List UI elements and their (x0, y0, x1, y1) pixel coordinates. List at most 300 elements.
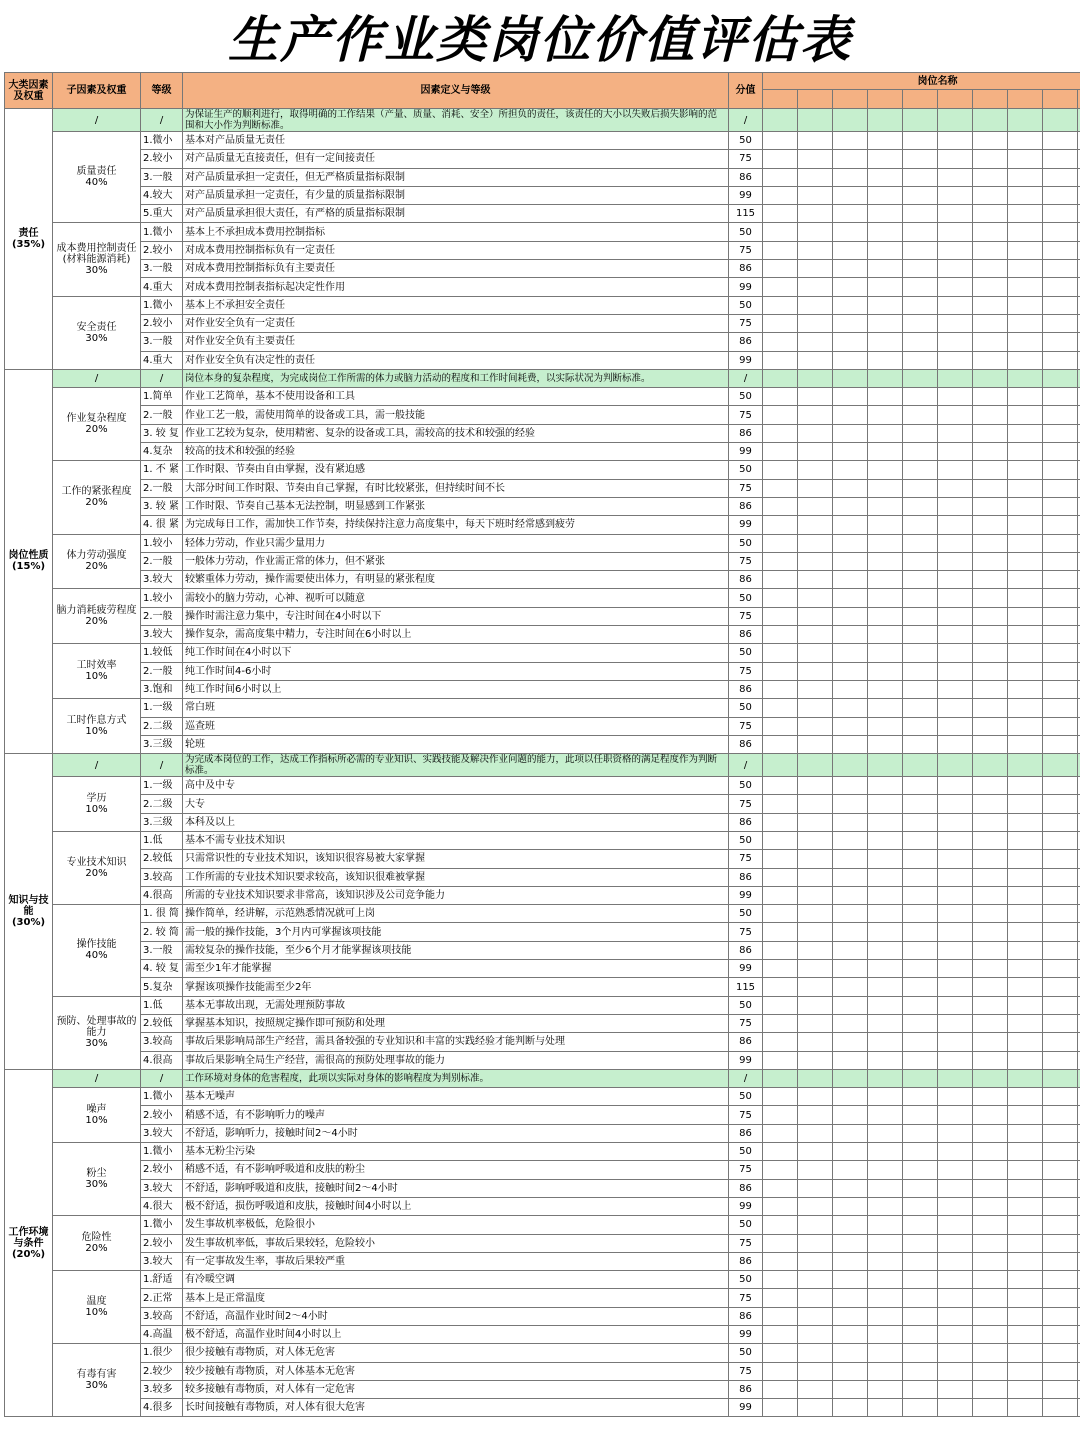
position-score-cell[interactable] (938, 1252, 973, 1270)
position-score-cell[interactable] (1008, 717, 1043, 735)
position-score-cell[interactable] (973, 1143, 1008, 1161)
position-score-cell[interactable] (868, 850, 903, 868)
position-score-cell[interactable] (1008, 754, 1043, 777)
position-score-cell[interactable] (903, 735, 938, 753)
position-score-cell[interactable] (903, 1106, 938, 1124)
position-score-cell[interactable] (903, 351, 938, 369)
position-score-cell[interactable] (833, 241, 868, 259)
position-score-cell[interactable] (1043, 1124, 1078, 1142)
position-score-cell[interactable] (798, 735, 833, 753)
position-score-cell[interactable] (938, 699, 973, 717)
position-score-cell[interactable] (1043, 1271, 1078, 1289)
position-score-cell[interactable] (938, 351, 973, 369)
position-score-cell[interactable] (1043, 680, 1078, 698)
position-score-cell[interactable] (868, 534, 903, 552)
position-score-cell[interactable] (973, 1399, 1008, 1417)
position-score-cell[interactable] (1043, 1161, 1078, 1179)
position-score-cell[interactable] (763, 754, 798, 777)
position-score-cell[interactable] (833, 735, 868, 753)
position-score-cell[interactable] (938, 1380, 973, 1398)
position-score-cell[interactable] (1008, 351, 1043, 369)
position-score-cell[interactable] (1008, 1307, 1043, 1325)
position-score-cell[interactable] (868, 223, 903, 241)
position-score-cell[interactable] (973, 923, 1008, 941)
position-score-cell[interactable] (798, 260, 833, 278)
position-score-cell[interactable] (938, 886, 973, 904)
position-score-cell[interactable] (903, 850, 938, 868)
position-score-cell[interactable] (833, 132, 868, 150)
position-score-cell[interactable] (1008, 497, 1043, 515)
position-score-cell[interactable] (903, 1344, 938, 1362)
position-score-cell[interactable] (798, 406, 833, 424)
position-score-cell[interactable] (1043, 1399, 1078, 1417)
position-score-cell[interactable] (973, 1088, 1008, 1106)
position-score-cell[interactable] (1043, 1088, 1078, 1106)
position-score-cell[interactable] (763, 1033, 798, 1051)
position-score-cell[interactable] (903, 571, 938, 589)
position-score-cell[interactable] (833, 795, 868, 813)
position-score-cell[interactable] (1043, 850, 1078, 868)
position-score-cell[interactable] (938, 333, 973, 351)
position-score-cell[interactable] (868, 552, 903, 570)
position-score-cell[interactable] (938, 905, 973, 923)
position-score-cell[interactable] (1008, 795, 1043, 813)
position-score-cell[interactable] (798, 850, 833, 868)
position-score-cell[interactable] (1043, 186, 1078, 204)
position-score-cell[interactable] (833, 351, 868, 369)
position-score-cell[interactable] (1008, 813, 1043, 831)
position-score-cell[interactable] (833, 662, 868, 680)
position-score-cell[interactable] (868, 424, 903, 442)
position-score-cell[interactable] (973, 850, 1008, 868)
position-score-cell[interactable] (973, 996, 1008, 1014)
position-score-cell[interactable] (798, 278, 833, 296)
position-score-cell[interactable] (798, 168, 833, 186)
position-score-cell[interactable] (763, 662, 798, 680)
position-score-cell[interactable] (763, 813, 798, 831)
position-score-cell[interactable] (938, 1216, 973, 1234)
position-score-cell[interactable] (903, 369, 938, 387)
position-score-cell[interactable] (903, 1216, 938, 1234)
position-score-cell[interactable] (833, 978, 868, 996)
position-score-cell[interactable] (763, 1088, 798, 1106)
position-score-cell[interactable] (903, 795, 938, 813)
position-score-cell[interactable] (868, 1289, 903, 1307)
position-score-cell[interactable] (833, 1124, 868, 1142)
position-score-cell[interactable] (833, 1051, 868, 1069)
position-score-cell[interactable] (938, 735, 973, 753)
position-score-cell[interactable] (973, 351, 1008, 369)
position-score-cell[interactable] (903, 406, 938, 424)
position-score-cell[interactable] (833, 1252, 868, 1270)
position-score-cell[interactable] (1008, 1216, 1043, 1234)
position-score-cell[interactable] (868, 1362, 903, 1380)
position-score-cell[interactable] (833, 813, 868, 831)
position-score-cell[interactable] (1008, 699, 1043, 717)
position-score-cell[interactable] (938, 223, 973, 241)
position-score-cell[interactable] (903, 1161, 938, 1179)
position-score-cell[interactable] (798, 1197, 833, 1215)
position-score-cell[interactable] (1043, 443, 1078, 461)
position-score-cell[interactable] (1008, 314, 1043, 332)
position-score-cell[interactable] (833, 388, 868, 406)
position-score-cell[interactable] (763, 552, 798, 570)
position-score-cell[interactable] (833, 1362, 868, 1380)
position-score-cell[interactable] (763, 132, 798, 150)
position-score-cell[interactable] (833, 699, 868, 717)
position-score-cell[interactable] (798, 923, 833, 941)
position-score-cell[interactable] (903, 1271, 938, 1289)
position-score-cell[interactable] (763, 1161, 798, 1179)
position-score-cell[interactable] (903, 1179, 938, 1197)
position-score-cell[interactable] (868, 607, 903, 625)
position-score-cell[interactable] (903, 777, 938, 795)
position-score-cell[interactable] (903, 1069, 938, 1087)
position-score-cell[interactable] (1043, 223, 1078, 241)
position-score-cell[interactable] (1008, 1143, 1043, 1161)
position-score-cell[interactable] (1008, 868, 1043, 886)
position-score-cell[interactable] (1043, 205, 1078, 223)
position-score-cell[interactable] (903, 868, 938, 886)
position-score-cell[interactable] (868, 1106, 903, 1124)
position-score-cell[interactable] (973, 132, 1008, 150)
position-score-cell[interactable] (1043, 424, 1078, 442)
position-score-cell[interactable] (798, 296, 833, 314)
position-score-cell[interactable] (903, 905, 938, 923)
position-header-cell[interactable] (1008, 90, 1043, 109)
position-score-cell[interactable] (763, 424, 798, 442)
position-score-cell[interactable] (798, 333, 833, 351)
position-score-cell[interactable] (833, 1234, 868, 1252)
position-score-cell[interactable] (938, 813, 973, 831)
position-score-cell[interactable] (938, 626, 973, 644)
position-score-cell[interactable] (1043, 996, 1078, 1014)
position-score-cell[interactable] (798, 241, 833, 259)
position-score-cell[interactable] (938, 644, 973, 662)
position-score-cell[interactable] (763, 150, 798, 168)
position-header-cell[interactable] (903, 90, 938, 109)
position-score-cell[interactable] (1043, 314, 1078, 332)
position-score-cell[interactable] (903, 1014, 938, 1032)
position-score-cell[interactable] (938, 777, 973, 795)
position-score-cell[interactable] (903, 1289, 938, 1307)
position-score-cell[interactable] (1008, 552, 1043, 570)
position-score-cell[interactable] (973, 589, 1008, 607)
position-score-cell[interactable] (938, 571, 973, 589)
position-score-cell[interactable] (763, 260, 798, 278)
position-score-cell[interactable] (938, 497, 973, 515)
position-score-cell[interactable] (833, 461, 868, 479)
position-score-cell[interactable] (938, 443, 973, 461)
position-score-cell[interactable] (868, 1252, 903, 1270)
position-score-cell[interactable] (1043, 1033, 1078, 1051)
position-score-cell[interactable] (938, 941, 973, 959)
position-score-cell[interactable] (938, 1326, 973, 1344)
position-score-cell[interactable] (763, 941, 798, 959)
position-score-cell[interactable] (973, 516, 1008, 534)
position-score-cell[interactable] (1008, 923, 1043, 941)
position-score-cell[interactable] (903, 223, 938, 241)
position-score-cell[interactable] (798, 699, 833, 717)
position-score-cell[interactable] (798, 461, 833, 479)
position-score-cell[interactable] (868, 905, 903, 923)
position-score-cell[interactable] (903, 1088, 938, 1106)
position-score-cell[interactable] (763, 886, 798, 904)
position-score-cell[interactable] (1008, 978, 1043, 996)
position-score-cell[interactable] (973, 868, 1008, 886)
position-score-cell[interactable] (973, 260, 1008, 278)
position-score-cell[interactable] (798, 534, 833, 552)
position-score-cell[interactable] (763, 1179, 798, 1197)
position-score-cell[interactable] (938, 1014, 973, 1032)
position-score-cell[interactable] (938, 388, 973, 406)
position-score-cell[interactable] (833, 223, 868, 241)
position-score-cell[interactable] (938, 1399, 973, 1417)
position-score-cell[interactable] (868, 1069, 903, 1087)
position-score-cell[interactable] (1043, 1326, 1078, 1344)
position-score-cell[interactable] (903, 754, 938, 777)
position-score-cell[interactable] (763, 795, 798, 813)
position-score-cell[interactable] (798, 1161, 833, 1179)
position-score-cell[interactable] (973, 223, 1008, 241)
position-score-cell[interactable] (763, 607, 798, 625)
position-score-cell[interactable] (973, 1326, 1008, 1344)
position-score-cell[interactable] (903, 607, 938, 625)
position-score-cell[interactable] (868, 443, 903, 461)
position-score-cell[interactable] (1008, 1051, 1043, 1069)
position-score-cell[interactable] (903, 813, 938, 831)
position-score-cell[interactable] (1043, 607, 1078, 625)
position-score-cell[interactable] (868, 296, 903, 314)
position-score-cell[interactable] (903, 479, 938, 497)
position-score-cell[interactable] (903, 150, 938, 168)
position-score-cell[interactable] (938, 960, 973, 978)
position-score-cell[interactable] (1043, 388, 1078, 406)
position-score-cell[interactable] (798, 905, 833, 923)
position-score-cell[interactable] (763, 626, 798, 644)
position-score-cell[interactable] (973, 571, 1008, 589)
position-score-cell[interactable] (763, 717, 798, 735)
position-score-cell[interactable] (763, 1014, 798, 1032)
position-score-cell[interactable] (833, 905, 868, 923)
position-score-cell[interactable] (798, 205, 833, 223)
position-score-cell[interactable] (938, 1161, 973, 1179)
position-score-cell[interactable] (868, 626, 903, 644)
position-score-cell[interactable] (973, 831, 1008, 849)
position-score-cell[interactable] (868, 717, 903, 735)
position-score-cell[interactable] (903, 552, 938, 570)
position-score-cell[interactable] (1008, 516, 1043, 534)
position-score-cell[interactable] (1043, 516, 1078, 534)
position-score-cell[interactable] (833, 607, 868, 625)
position-score-cell[interactable] (938, 1106, 973, 1124)
position-score-cell[interactable] (938, 1088, 973, 1106)
position-score-cell[interactable] (1008, 369, 1043, 387)
position-score-cell[interactable] (973, 1380, 1008, 1398)
position-score-cell[interactable] (763, 369, 798, 387)
position-score-cell[interactable] (1043, 168, 1078, 186)
position-score-cell[interactable] (903, 1362, 938, 1380)
position-score-cell[interactable] (1008, 905, 1043, 923)
position-score-cell[interactable] (833, 1014, 868, 1032)
position-score-cell[interactable] (763, 735, 798, 753)
position-score-cell[interactable] (938, 406, 973, 424)
position-score-cell[interactable] (1008, 589, 1043, 607)
position-score-cell[interactable] (1043, 1014, 1078, 1032)
position-score-cell[interactable] (903, 717, 938, 735)
position-score-cell[interactable] (763, 351, 798, 369)
position-score-cell[interactable] (763, 1216, 798, 1234)
position-score-cell[interactable] (1043, 626, 1078, 644)
position-score-cell[interactable] (938, 1033, 973, 1051)
position-score-cell[interactable] (1043, 886, 1078, 904)
position-score-cell[interactable] (973, 109, 1008, 132)
position-score-cell[interactable] (973, 960, 1008, 978)
position-score-cell[interactable] (1008, 960, 1043, 978)
position-score-cell[interactable] (1008, 443, 1043, 461)
position-score-cell[interactable] (763, 443, 798, 461)
position-score-cell[interactable] (903, 1307, 938, 1325)
position-score-cell[interactable] (903, 443, 938, 461)
position-score-cell[interactable] (938, 978, 973, 996)
position-score-cell[interactable] (798, 1399, 833, 1417)
position-score-cell[interactable] (868, 150, 903, 168)
position-score-cell[interactable] (903, 644, 938, 662)
position-score-cell[interactable] (973, 813, 1008, 831)
position-score-cell[interactable] (1043, 923, 1078, 941)
position-score-cell[interactable] (1043, 571, 1078, 589)
position-score-cell[interactable] (763, 1380, 798, 1398)
position-score-cell[interactable] (763, 589, 798, 607)
position-score-cell[interactable] (938, 662, 973, 680)
position-score-cell[interactable] (903, 1234, 938, 1252)
position-score-cell[interactable] (1043, 351, 1078, 369)
position-score-cell[interactable] (1043, 1216, 1078, 1234)
position-score-cell[interactable] (833, 516, 868, 534)
position-score-cell[interactable] (1043, 369, 1078, 387)
position-score-cell[interactable] (1043, 868, 1078, 886)
position-score-cell[interactable] (868, 571, 903, 589)
position-score-cell[interactable] (1008, 1033, 1043, 1051)
position-score-cell[interactable] (763, 1362, 798, 1380)
position-score-cell[interactable] (868, 589, 903, 607)
position-score-cell[interactable] (868, 754, 903, 777)
position-score-cell[interactable] (1043, 497, 1078, 515)
position-score-cell[interactable] (868, 1014, 903, 1032)
position-score-cell[interactable] (1008, 241, 1043, 259)
position-score-cell[interactable] (868, 109, 903, 132)
position-score-cell[interactable] (868, 1344, 903, 1362)
position-score-cell[interactable] (833, 1161, 868, 1179)
position-score-cell[interactable] (833, 406, 868, 424)
position-score-cell[interactable] (763, 996, 798, 1014)
position-header-cell[interactable] (833, 90, 868, 109)
position-score-cell[interactable] (763, 571, 798, 589)
position-score-cell[interactable] (973, 1344, 1008, 1362)
position-score-cell[interactable] (763, 960, 798, 978)
position-score-cell[interactable] (763, 497, 798, 515)
position-score-cell[interactable] (1008, 1179, 1043, 1197)
position-score-cell[interactable] (868, 314, 903, 332)
position-score-cell[interactable] (763, 1106, 798, 1124)
position-score-cell[interactable] (868, 735, 903, 753)
position-score-cell[interactable] (1043, 1307, 1078, 1325)
position-score-cell[interactable] (938, 996, 973, 1014)
position-score-cell[interactable] (1043, 754, 1078, 777)
position-score-cell[interactable] (798, 516, 833, 534)
position-score-cell[interactable] (903, 923, 938, 941)
position-score-cell[interactable] (833, 1271, 868, 1289)
position-score-cell[interactable] (973, 552, 1008, 570)
position-score-cell[interactable] (973, 1014, 1008, 1032)
position-score-cell[interactable] (973, 754, 1008, 777)
position-score-cell[interactable] (833, 1088, 868, 1106)
position-score-cell[interactable] (763, 186, 798, 204)
position-score-cell[interactable] (833, 1380, 868, 1398)
position-score-cell[interactable] (868, 1307, 903, 1325)
position-score-cell[interactable] (763, 1234, 798, 1252)
position-score-cell[interactable] (833, 168, 868, 186)
position-score-cell[interactable] (868, 205, 903, 223)
position-score-cell[interactable] (973, 1124, 1008, 1142)
position-score-cell[interactable] (1008, 1326, 1043, 1344)
position-score-cell[interactable] (833, 443, 868, 461)
position-score-cell[interactable] (798, 1362, 833, 1380)
position-score-cell[interactable] (938, 680, 973, 698)
position-score-cell[interactable] (973, 1197, 1008, 1215)
position-score-cell[interactable] (938, 589, 973, 607)
position-score-cell[interactable] (833, 680, 868, 698)
position-score-cell[interactable] (973, 717, 1008, 735)
position-score-cell[interactable] (903, 960, 938, 978)
position-score-cell[interactable] (868, 831, 903, 849)
position-score-cell[interactable] (763, 978, 798, 996)
position-score-cell[interactable] (763, 1252, 798, 1270)
position-score-cell[interactable] (973, 534, 1008, 552)
position-score-cell[interactable] (938, 831, 973, 849)
position-score-cell[interactable] (1008, 1289, 1043, 1307)
position-score-cell[interactable] (1008, 223, 1043, 241)
position-score-cell[interactable] (903, 516, 938, 534)
position-score-cell[interactable] (903, 996, 938, 1014)
position-score-cell[interactable] (763, 644, 798, 662)
position-score-cell[interactable] (1008, 735, 1043, 753)
position-score-cell[interactable] (973, 941, 1008, 959)
position-score-cell[interactable] (798, 186, 833, 204)
position-score-cell[interactable] (1008, 886, 1043, 904)
position-score-cell[interactable] (1008, 388, 1043, 406)
position-score-cell[interactable] (973, 314, 1008, 332)
position-score-cell[interactable] (798, 479, 833, 497)
position-score-cell[interactable] (798, 1179, 833, 1197)
position-score-cell[interactable] (798, 443, 833, 461)
position-score-cell[interactable] (903, 461, 938, 479)
position-score-cell[interactable] (763, 777, 798, 795)
position-score-cell[interactable] (903, 699, 938, 717)
position-score-cell[interactable] (938, 868, 973, 886)
position-score-cell[interactable] (1043, 1380, 1078, 1398)
position-score-cell[interactable] (938, 1069, 973, 1087)
position-score-cell[interactable] (763, 1399, 798, 1417)
position-score-cell[interactable] (868, 1380, 903, 1398)
position-score-cell[interactable] (973, 443, 1008, 461)
position-score-cell[interactable] (868, 1179, 903, 1197)
position-score-cell[interactable] (868, 644, 903, 662)
position-score-cell[interactable] (763, 168, 798, 186)
position-score-cell[interactable] (903, 626, 938, 644)
position-score-cell[interactable] (868, 941, 903, 959)
position-score-cell[interactable] (1043, 1234, 1078, 1252)
